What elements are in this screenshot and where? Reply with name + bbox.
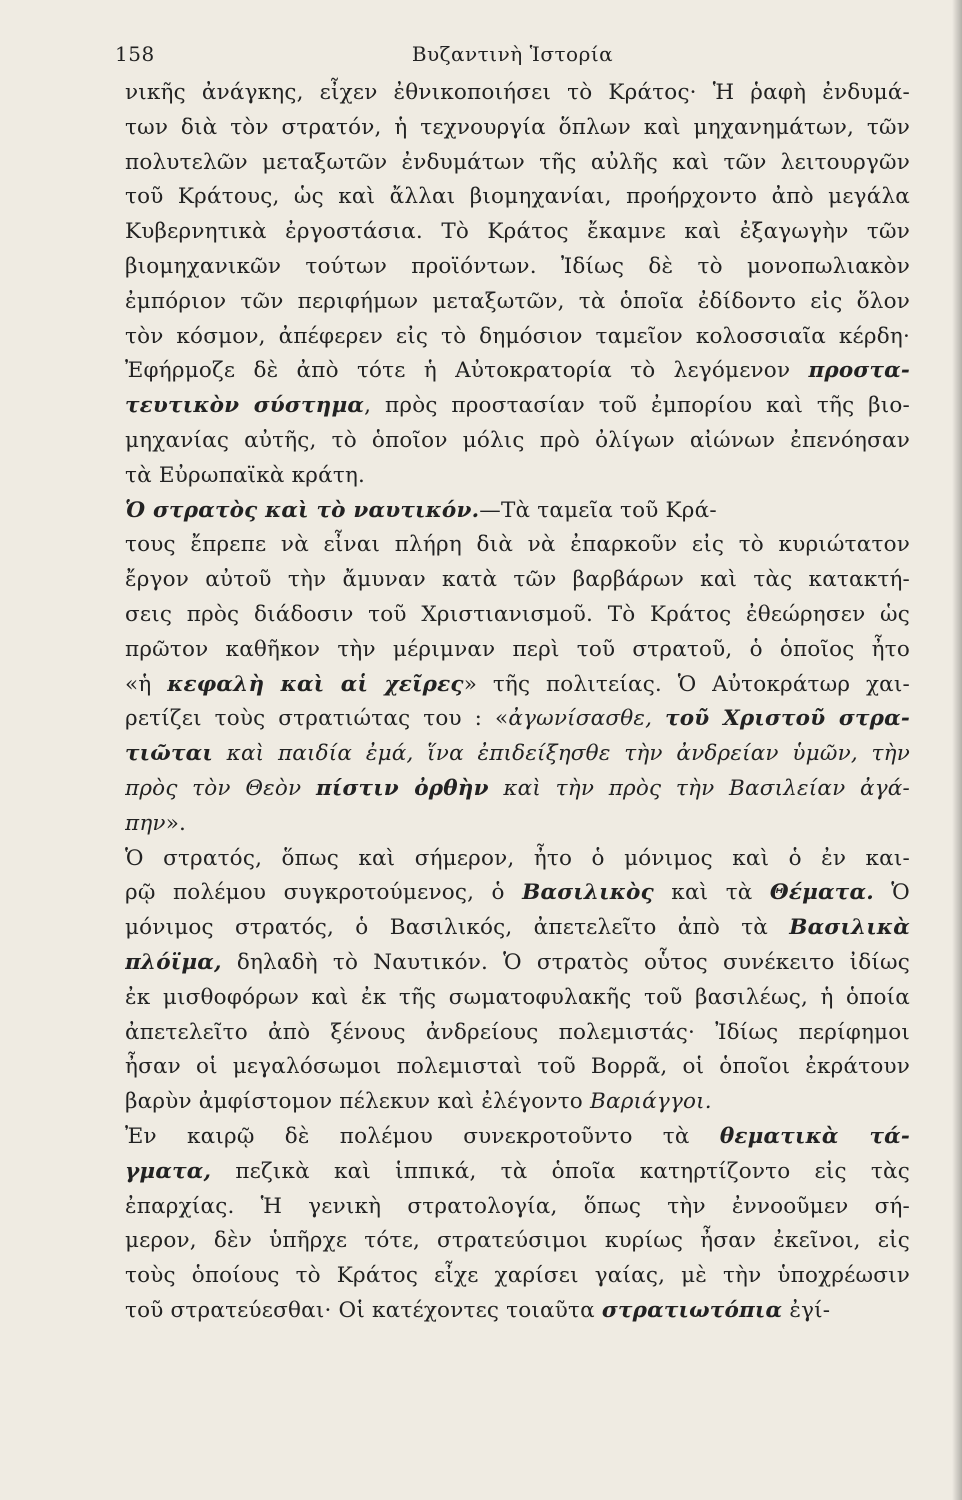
emphasized-text: Θέματα. — [769, 880, 874, 906]
text-run: Ὁ — [873, 880, 910, 906]
text-run: ἐκ μισθοφόρων καὶ ἐκ τῆς σωματοφυλακῆς τοῦ βασιλέως, ἡ ὁποία — [125, 984, 910, 1010]
text-run: , πρὸς προστασίαν τοῦ ἐμπορίου καὶ τῆς βιο- — [364, 393, 910, 419]
text-run: τοῦ Κράτους, ὡς καὶ ἄλλαι βιομηχανίαι, προήρχοντο ἀπὸ μεγάλα — [125, 184, 910, 210]
body-text — [125, 76, 910, 1329]
text-line — [125, 528, 910, 563]
text-line — [125, 702, 910, 737]
text-line — [125, 1190, 910, 1225]
italic-text: ἀγωνίσασθε, — [508, 706, 666, 732]
italic-text: καὶ τὴν πρὸς τὴν Βασιλείαν ἀγά- — [488, 775, 910, 801]
text-line — [125, 1050, 910, 1085]
text-line — [125, 180, 910, 215]
text-line — [125, 668, 910, 703]
text-run: δηλαδὴ τὸ Ναυτικόν. Ὁ στρατὸς οὗτος συνέκειτο ἰδίως — [221, 949, 910, 975]
text-run: ἐπαρχίας. Ἡ γενικὴ στρατολογία, ὅπως τὴν ἐννοοῦμεν σή- — [125, 1193, 910, 1219]
text-line — [125, 1294, 910, 1329]
text-run: » τῆς πολιτείας. Ὁ Αὐτοκράτωρ χαι- — [463, 671, 910, 697]
text-line — [125, 1085, 910, 1120]
text-run: μερον, δὲν ὑπῆρχε τότε, στρατεύσιμοι κυρίως ἦσαν ἐκεῖνοι, εἰς — [125, 1228, 910, 1254]
text-line — [125, 911, 910, 946]
text-run: ». — [165, 810, 187, 836]
text-run: τὰ Εὐρωπαϊκὰ κράτη. — [125, 462, 366, 488]
page-edge-shadow — [952, 0, 962, 1500]
text-run: νικῆς ἀνάγκης, εἶχεν ἐθνικοποιήσει τὸ Κράτος· Ἡ ῥαφὴ ἐνδυμά- — [125, 80, 910, 105]
page-header — [115, 38, 910, 70]
text-run: Ἐφήρμοζε δὲ ἀπὸ τότε ἡ Αὐτοκρατορία τὸ λεγόμενον — [125, 358, 809, 384]
text-line — [125, 494, 910, 529]
text-line — [125, 215, 910, 250]
emphasized-text: θεματικὰ τά- — [719, 1123, 910, 1149]
text-run: τους ἔπρεπε νὰ εἶναι πλήρη διὰ νὰ ἐπαρκοῦν εἰς τὸ κυριώτατον — [125, 532, 910, 558]
text-line — [125, 285, 910, 320]
emphasized-text: τιῶται — [125, 741, 213, 767]
text-run: ἀπετελεῖτο ἀπὸ ξένους ἀνδρείους πολεμιστάς· Ἰδίως περίφημοι — [125, 1019, 910, 1045]
text-line — [125, 772, 910, 807]
text-line — [125, 1259, 910, 1294]
text-line — [125, 946, 910, 981]
italic-text: πρὸς τὸν Θεὸν — [125, 775, 316, 801]
emphasized-text: τευτικὸν σύστημα — [125, 393, 365, 419]
emphasized-text: κεφαλὴ καὶ αἱ χεῖρες — [167, 671, 464, 697]
text-line — [125, 111, 910, 146]
text-run: τοῦ στρατεύεσθαι· Οἱ κατέχοντες τοιαῦτα — [125, 1297, 602, 1323]
text-line — [125, 876, 910, 911]
text-run: μόνιμος στρατός, ὁ Βασιλικός, ἀπετελεῖτο ἀπὸ τὰ — [125, 915, 790, 941]
italic-text: καὶ παιδία ἐμά, ἵνα ἐπιδείξησθε τὴν ἀνδρείαν ὑμῶν, τὴν — [212, 741, 910, 767]
text-run: βιομηχανικῶν τούτων προϊόντων. Ἰδίως δὲ τὸ μονοπωλιακὸν — [125, 253, 910, 279]
text-line — [125, 76, 910, 111]
text-line — [125, 633, 910, 668]
text-line — [125, 1016, 910, 1051]
text-run: ρῷ πολέμου συγκροτούμενος, ὁ — [125, 880, 523, 906]
text-line — [125, 1155, 910, 1190]
text-run: σεις πρὸς διάδοσιν τοῦ Χριστιανισμοῦ. Τὸ Κράτος ἐθεώρησεν ὡς — [125, 601, 910, 627]
italic-text: Βαριάγγοι. — [589, 1089, 712, 1115]
text-line — [125, 424, 910, 459]
text-run: ἔργον αὐτοῦ τὴν ἄμυναν κατὰ τῶν βαρβάρων καὶ τὰς κατακτή- — [125, 567, 910, 593]
text-run: «ἡ — [125, 671, 168, 697]
text-line — [125, 737, 910, 772]
text-line — [125, 598, 910, 633]
emphasized-text: πλόϊμα, — [125, 949, 222, 975]
text-run: Κυβερνητικὰ ἐργοστάσια. Τὸ Κράτος ἔκαμνε καὶ ἐξαγωγὴν τῶν — [125, 219, 910, 245]
text-run: ἐμπόριον τῶν περιφήμων μεταξωτῶν, τὰ ὁποῖα ἐδίδοντο εἰς ὅλον — [125, 288, 910, 314]
text-line — [125, 320, 910, 355]
text-run: τὸν κόσμον, ἀπέφερεν εἰς τὸ δημόσιον ταμεῖον κολοσσιαῖα κέρδη· — [125, 323, 910, 349]
text-line — [125, 1120, 910, 1155]
text-run: Ὁ στρατός, ὅπως καὶ σήμερον, ἦτο ὁ μόνιμος καὶ ὁ ἐν και- — [125, 845, 910, 871]
emphasized-text: στρατιωτόπια — [601, 1297, 783, 1323]
text-run: ἦσαν οἱ μεγαλόσωμοι πολεμισταὶ τοῦ Βορρᾶ, οἱ ὁποῖοι ἐκράτουν — [125, 1054, 910, 1080]
text-run: μηχανίας αὐτῆς, τὸ ὁποῖον μόλις πρὸ ὀλίγων αἰώνων ἐπενόησαν — [125, 427, 910, 453]
text-run: καὶ τὰ — [653, 880, 770, 906]
page-number: 158 — [115, 42, 155, 66]
emphasized-text: γματα, — [125, 1158, 212, 1184]
text-line — [125, 1224, 910, 1259]
text-line — [125, 146, 910, 181]
text-run: τοὺς ὁποίους τὸ Κράτος εἶχε χαρίσει γαίας, μὲ τὴν ὑποχρέωσιν — [125, 1263, 910, 1289]
text-line — [125, 981, 910, 1016]
text-run: Ἐν καιρῷ δὲ πολέμου συνεκροτοῦντο τὰ — [125, 1123, 720, 1149]
text-line — [125, 563, 910, 598]
text-run: ρετίζει τοὺς στρατιώτας του : « — [125, 706, 509, 732]
text-run: πρῶτον καθῆκον τὴν μέριμναν περὶ τοῦ στρατοῦ, ὁ ὁποῖος ἦτο — [125, 636, 910, 662]
text-run: των διὰ τὸν στρατόν, ἡ τεχνουργία ὅπλων καὶ μηχανημάτων, τῶν — [125, 114, 910, 140]
emphasized-text: Βασιλικὸς — [522, 880, 654, 906]
emphasized-text: προστα- — [808, 358, 910, 384]
text-run: —Τὰ ταμεῖα τοῦ Κρά- — [479, 497, 717, 523]
running-title: Βυζαντινὴ Ἱστορία — [411, 42, 614, 66]
text-run: πεζικὰ καὶ ἱππικά, τὰ ὁποῖα κατηρτίζοντο εἰς τὰς — [211, 1158, 910, 1184]
emphasized-text: τοῦ Χριστοῦ στρα- — [665, 706, 910, 732]
text-line — [125, 250, 910, 285]
text-line — [125, 842, 910, 877]
text-run: βαρὺν ἀμφίστομον πέλεκυν καὶ ἐλέγοντο — [125, 1089, 590, 1115]
emphasized-text: Βασιλικὰ — [789, 915, 910, 941]
text-line — [125, 389, 910, 424]
text-line — [125, 807, 910, 842]
text-line — [125, 354, 910, 389]
text-line — [125, 459, 910, 494]
text-run: ἐγί- — [782, 1297, 831, 1323]
emphasized-text: πίστιν ὀρθὴν — [315, 775, 489, 801]
text-run: πολυτελῶν μεταξωτῶν ἐνδυμάτων τῆς αὐλῆς καὶ τῶν λειτουργῶν — [125, 149, 910, 175]
italic-text: πην — [125, 810, 166, 836]
emphasized-text: Ὁ στρατὸς καὶ τὸ ναυτικόν. — [125, 497, 480, 523]
